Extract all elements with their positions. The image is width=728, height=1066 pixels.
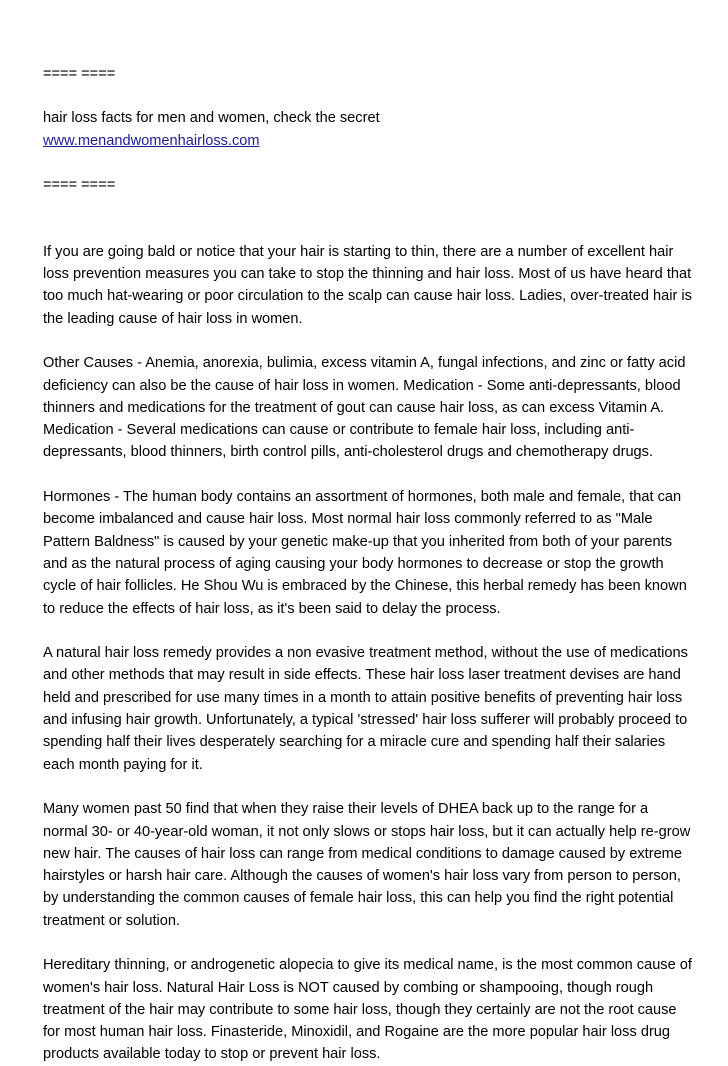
header-block	[43, 107, 693, 152]
paragraph: Many women past 50 find that when they raise their levels of DHEA back up to the range for a normal 30- or 40-year-old woman, it not only slows or stops hair loss, but it can actually help re-grow new hair. The causes of hair loss can range from medical conditions to damage caused by extreme hairstyles or harsh hair care. Although the causes of women's hair loss vary from person to person, by understanding the common causes of female hair loss, this can help you find the right potential treatment or solution.	[43, 801, 691, 929]
paragraph: If you are going bald or notice that your hair is starting to thin, there are a number of excellent hair loss prevention measures you can take to stop the thinning and hair loss. Most of us have heard that too much hat-wearing or poor circulation to the scalp can cause hair loss. Ladies, over-treated hair is the leading cause of hair loss in women.	[43, 243, 692, 327]
separator-top: ==== ====	[43, 66, 116, 82]
paragraph: Other Causes - Anemia, anorexia, bulimia, excess vitamin A, fungal infections, and zinc or fatty acid deficiency can also be the cause of hair loss in women. Medication - Some anti-depressants, blood thinners and medications for the treatment of gout can cause hair loss, as can excess Vitamin A. Medication - Several medications can cause or contribute to female hair loss, including anti-depressants, blood thinners, birth control pills, anti-cholesterol drugs and chemotherapy drugs.	[43, 355, 686, 461]
header-link[interactable]: www.menandwomenhairloss.com	[43, 132, 260, 149]
paragraph: A natural hair loss remedy provides a non evasive treatment method, without the use of medications and other methods that may result in side effects. These hair loss laser treatment devises are hand held and prescribed for use many times in a month to attain positive benefits of preventing hair loss and infusing hair growth. Unfortunately, a typical 'stressed' hair loss sufferer will probably proceed to spending half their lives desperately searching for a miracle cure and spending half their salaries each month paying for it.	[43, 645, 688, 773]
article-body	[43, 241, 693, 1066]
document-content	[43, 63, 693, 1066]
header-line: hair loss facts for men and women, check the secret	[43, 110, 380, 127]
paragraph: Hormones - The human body contains an assortment of hormones, both male and female, that can become imbalanced and cause hair loss. Most normal hair loss commonly referred to as "Male Pattern Baldness" is caused by your genetic make-up that you inherited from both of your parents and as the natural process of aging causing your body hormones to decrease or stop the growth cycle of hair follicles. He Shou Wu is embraced by the Chinese, this herbal remedy has been known to reduce the effects of hair loss, as it's been said to delay the process.	[43, 489, 687, 617]
paragraph: Hereditary thinning, or androgenetic alopecia to give its medical name, is the most common cause of women's hair loss. Natural Hair Loss is NOT caused by combing or shampooing, though rough treatment of the hair may contribute to some hair loss, though they certainly are not the root cause for most human hair loss. Finasteride, Minoxidil, and Rogaine are the more popular hair loss drug products available today to stop or prevent hair loss.	[43, 957, 692, 1063]
separator-bottom: ==== ====	[43, 176, 116, 193]
